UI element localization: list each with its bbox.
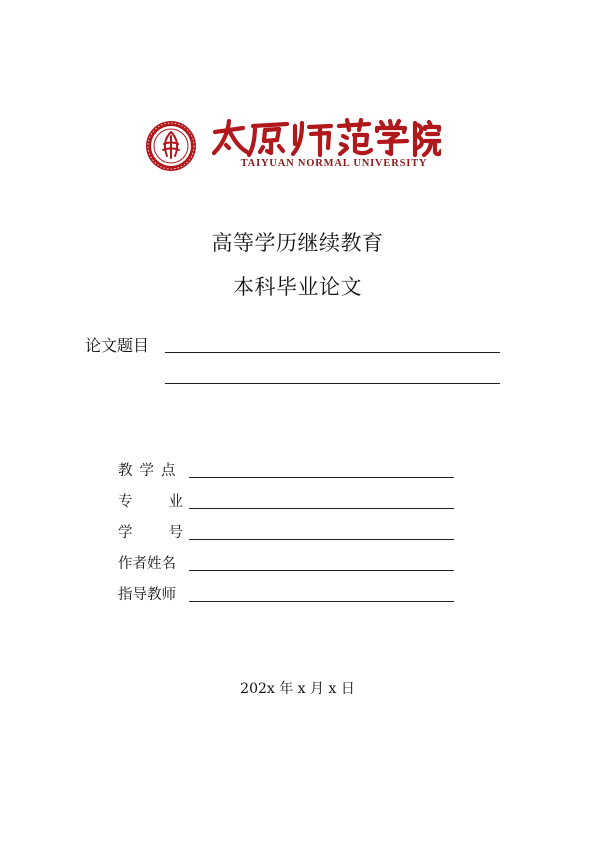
thesis-title-field-line1[interactable] — [165, 352, 500, 353]
teaching-site-field[interactable] — [189, 477, 454, 478]
university-seal-icon — [145, 120, 197, 172]
document-title-line1: 高等学历继续教育 — [211, 231, 384, 255]
teaching-site-label: 教学点 — [118, 463, 183, 479]
advisor-field[interactable] — [189, 601, 454, 602]
university-english-name: TAIYUAN NORMAL UNIVERSITY — [240, 158, 428, 169]
author-name-field[interactable] — [189, 570, 454, 571]
student-id-label: 学号 — [118, 525, 219, 541]
student-id-field[interactable] — [189, 539, 454, 540]
thesis-title-label: 论文题目 — [85, 336, 150, 355]
document-title-line2: 本科毕业论文 — [233, 275, 362, 299]
university-logo — [145, 118, 445, 174]
thesis-title-field-line2[interactable] — [165, 383, 500, 384]
advisor-label: 指导教师 — [118, 587, 176, 603]
university-calligraphy-name — [209, 118, 441, 158]
major-field[interactable] — [189, 508, 454, 509]
major-label: 专业 — [118, 494, 219, 510]
submission-date: 202x 年 x 月 x 日 — [240, 681, 355, 697]
author-name-label: 作者姓名 — [118, 556, 176, 572]
